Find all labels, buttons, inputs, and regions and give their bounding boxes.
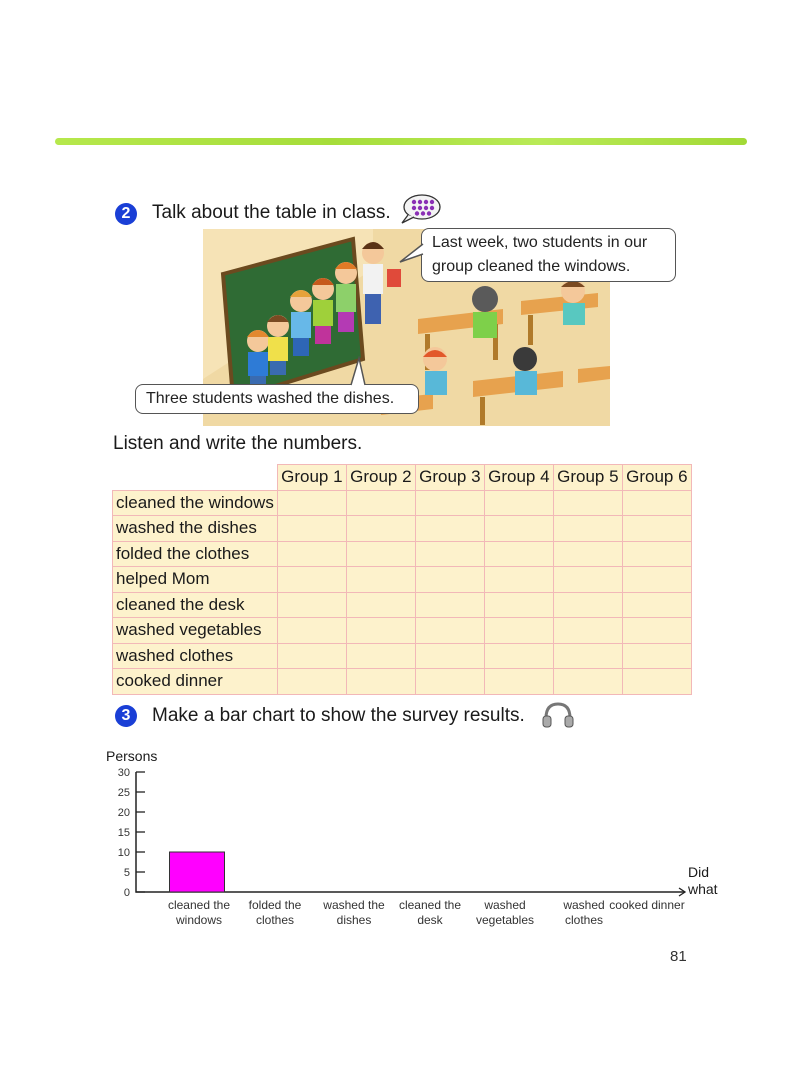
table-cell[interactable] (484, 541, 553, 567)
green-divider (55, 138, 747, 145)
table-cell[interactable] (415, 541, 484, 567)
table-cell[interactable] (622, 541, 691, 567)
row-label: washed vegetables (113, 618, 278, 644)
column-header: Group 1 (277, 465, 346, 491)
speech-bubble-icon (398, 193, 442, 225)
column-header: Group 2 (346, 465, 415, 491)
y-tick-label: 20 (117, 807, 130, 819)
bar-chart (100, 764, 700, 904)
table-cell[interactable] (622, 490, 691, 516)
table-cell[interactable] (277, 592, 346, 618)
table-cell[interactable] (553, 618, 622, 644)
y-tick-label: 30 (117, 767, 130, 779)
table-cell[interactable] (346, 669, 415, 695)
table-cell[interactable] (553, 669, 622, 695)
table-cell[interactable] (553, 592, 622, 618)
y-tick-label: 5 (123, 867, 130, 879)
section-3-number: 3 (115, 705, 137, 727)
y-tick-label: 10 (117, 847, 130, 859)
table-cell[interactable] (346, 592, 415, 618)
table-cell[interactable] (622, 643, 691, 669)
row-label: washed the dishes (113, 516, 278, 542)
chart-x-label: Did what (688, 864, 718, 897)
table-cell[interactable] (415, 643, 484, 669)
table-row (113, 618, 692, 644)
table-row (113, 516, 692, 542)
bar (170, 852, 225, 892)
y-tick-label: 25 (117, 787, 130, 799)
table-cell[interactable] (484, 592, 553, 618)
section-2-number: 2 (115, 203, 137, 225)
x-category-label: washed clothes (563, 898, 605, 927)
x-category-label: folded the clothes (248, 898, 302, 927)
table-corner (113, 465, 278, 491)
table-cell[interactable] (415, 516, 484, 542)
y-tick-label: 15 (117, 827, 130, 839)
table-cell[interactable] (484, 516, 553, 542)
table-cell[interactable] (277, 567, 346, 593)
table-cell[interactable] (415, 490, 484, 516)
table-cell[interactable] (277, 643, 346, 669)
bubble-tail-left (345, 356, 371, 386)
table-row (113, 669, 692, 695)
table-cell[interactable] (346, 516, 415, 542)
table-cell[interactable] (346, 567, 415, 593)
x-category-label: cooked dinner (609, 898, 685, 912)
y-tick-label: 0 (123, 887, 130, 899)
table-cell[interactable] (622, 567, 691, 593)
table-cell[interactable] (277, 541, 346, 567)
table-cell[interactable] (553, 490, 622, 516)
section-2-title: Talk about the table in class. (152, 202, 391, 223)
column-header: Group 4 (484, 465, 553, 491)
table-row (113, 490, 692, 516)
listen-instruction: Listen and write the numbers. (113, 433, 363, 454)
speech-bubble-right-text: Last week, two students in our group cleaned the windows. (432, 234, 648, 275)
table-cell[interactable] (484, 490, 553, 516)
table-cell[interactable] (484, 669, 553, 695)
column-header: Group 6 (622, 465, 691, 491)
table-cell[interactable] (346, 643, 415, 669)
column-header: Group 5 (553, 465, 622, 491)
chart-y-label: Persons (106, 748, 158, 764)
table-cell[interactable] (277, 516, 346, 542)
x-category-label: cleaned the desk (398, 898, 462, 927)
table-cell[interactable] (415, 567, 484, 593)
table-cell[interactable] (553, 643, 622, 669)
row-label: cooked dinner (113, 669, 278, 695)
row-label: cleaned the desk (113, 592, 278, 618)
table-row (113, 541, 692, 567)
table-cell[interactable] (415, 669, 484, 695)
survey-table (112, 464, 692, 695)
table-cell[interactable] (553, 516, 622, 542)
column-header: Group 3 (415, 465, 484, 491)
table-cell[interactable] (484, 618, 553, 644)
table-cell[interactable] (622, 618, 691, 644)
table-cell[interactable] (484, 643, 553, 669)
headphones-icon (540, 700, 574, 730)
row-label: folded the clothes (113, 541, 278, 567)
row-label: helped Mom (113, 567, 278, 593)
section-3-title: Make a bar chart to show the survey results. (152, 705, 525, 726)
table-cell[interactable] (553, 541, 622, 567)
table-cell[interactable] (346, 541, 415, 567)
table-cell[interactable] (277, 618, 346, 644)
table-cell[interactable] (346, 490, 415, 516)
table-cell[interactable] (622, 516, 691, 542)
table-cell[interactable] (622, 669, 691, 695)
speech-bubble-left-text: Three students washed the dishes. (146, 390, 395, 407)
row-label: washed clothes (113, 643, 278, 669)
x-category-label: cleaned the windows (167, 898, 231, 927)
table-header-row (113, 465, 692, 491)
speech-bubble-left (135, 384, 419, 414)
x-category-label: washed the dishes (323, 898, 385, 927)
table-cell[interactable] (277, 669, 346, 695)
table-cell[interactable] (622, 592, 691, 618)
table-row (113, 592, 692, 618)
table-row (113, 643, 692, 669)
page-number: 81 (670, 948, 687, 965)
row-label: cleaned the windows (113, 490, 278, 516)
table-row (113, 567, 692, 593)
table-cell[interactable] (553, 567, 622, 593)
table-cell[interactable] (484, 567, 553, 593)
speech-bubble-right (421, 228, 676, 282)
table-cell[interactable] (415, 618, 484, 644)
table-cell[interactable] (346, 618, 415, 644)
x-category-label: washed vegetables (475, 898, 535, 927)
table-cell[interactable] (415, 592, 484, 618)
table-cell[interactable] (277, 490, 346, 516)
bubble-tail-right (398, 240, 424, 264)
